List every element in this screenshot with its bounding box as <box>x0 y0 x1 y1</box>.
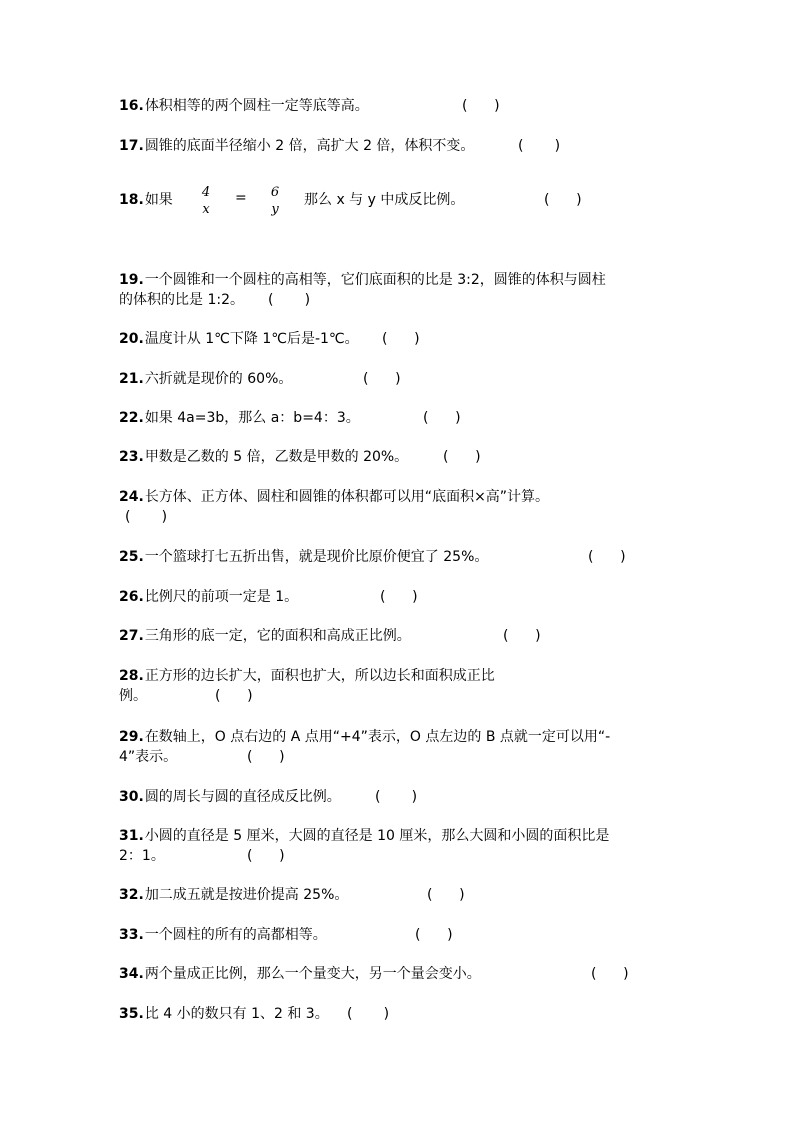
question-text: 比例尺的前项一定是 1。 <box>144 589 299 605</box>
question-text: 加二成五就是按进价提高 25%。 <box>144 887 349 903</box>
question-text: 圆的周长与圆的直径成反比例。 <box>144 789 341 805</box>
question-number: 32. <box>119 887 144 903</box>
answer-blank-19[interactable]: ( ) <box>268 292 311 308</box>
question-18 <box>119 190 173 210</box>
question-text-line2: 例。 <box>119 688 147 704</box>
question-35 <box>119 1004 329 1024</box>
question-number: 27. <box>119 628 144 644</box>
question-number: 30. <box>119 789 144 805</box>
answer-blank-21[interactable]: ( ) <box>363 371 401 387</box>
question-34 <box>119 964 481 984</box>
question-number: 35. <box>119 1006 144 1022</box>
question-19 <box>119 270 606 290</box>
question-text: 两个量成正比例，那么一个量变大，另一个量会变小。 <box>144 966 481 982</box>
answer-blank-32[interactable]: ( ) <box>427 887 465 903</box>
question-26 <box>119 587 298 607</box>
question-text: 六折就是现价的 60%。 <box>144 371 293 387</box>
fraction-numerator: 6 <box>270 185 280 200</box>
question-text-line1: 正方形的边长扩大，面积也扩大，所以边长和面积成正比 <box>144 668 495 684</box>
question-number: 34. <box>119 966 144 982</box>
question-28 <box>119 666 495 686</box>
question-text-line1: 一个圆锥和一个圆柱的高相等，它们底面积的比是 3:2，圆锥的体积与圆柱 <box>144 272 606 288</box>
question-text-before: 如果 <box>144 192 173 208</box>
question-text: 一个篮球打七五折出售，就是现价比原价便宜了 25%。 <box>144 549 489 565</box>
answer-blank-30[interactable]: ( ) <box>375 789 418 805</box>
question-text-line2: 4”表示。 <box>119 749 178 765</box>
question-number: 20. <box>119 331 144 347</box>
question-number: 33. <box>119 927 144 943</box>
question-number: 29. <box>119 729 144 745</box>
question-17 <box>119 136 474 156</box>
question-number: 22. <box>119 410 144 426</box>
answer-blank-20[interactable]: ( ) <box>382 331 420 347</box>
question-text-line2: 的体积的比是 1:2。 <box>119 292 244 308</box>
question-text: 圆锥的底面半径缩小 2 倍，高扩大 2 倍，体积不变。 <box>144 138 475 154</box>
answer-blank-22[interactable]: ( ) <box>423 410 461 426</box>
question-text-after: 那么 x 与 y 中成反比例。 <box>304 192 465 208</box>
answer-blank-33[interactable]: ( ) <box>415 927 453 943</box>
answer-blank-26[interactable]: ( ) <box>380 589 418 605</box>
equals-sign: = <box>235 190 247 206</box>
question-23 <box>119 447 408 467</box>
question-16 <box>119 96 369 116</box>
question-number: 21. <box>119 371 144 387</box>
question-number: 23. <box>119 449 144 465</box>
question-22 <box>119 408 360 428</box>
answer-blank-17[interactable]: ( ) <box>518 138 561 154</box>
question-text-line1: 在数轴上，O 点右边的 A 点用“+4”表示，O 点左边的 B 点就一定可以用“- <box>144 729 611 745</box>
answer-blank-35[interactable]: ( ) <box>347 1006 390 1022</box>
question-text-line2: 2：1。 <box>119 848 165 864</box>
question-number: 18. <box>119 192 144 208</box>
fraction-denominator: x <box>202 202 210 217</box>
question-text-line1: 长方体、正方体、圆柱和圆锥的体积都可以用“底面积×高”计算。 <box>144 489 550 505</box>
fraction-4-over-x <box>198 185 214 217</box>
answer-blank-31[interactable]: ( ) <box>247 848 285 864</box>
fraction-numerator: 4 <box>201 185 211 200</box>
question-text-line1: 小圆的直径是 5 厘米，大圆的直径是 10 厘米，那么大圆和小圆的面积比是 <box>144 828 610 844</box>
question-29 <box>119 727 610 747</box>
question-text: 体积相等的两个圆柱一定等底等高。 <box>144 98 369 114</box>
answer-blank-34[interactable]: ( ) <box>591 966 629 982</box>
fraction-6-over-y <box>267 185 283 217</box>
fraction-denominator: y <box>271 202 279 217</box>
question-text: 比 4 小的数只有 1、2 和 3。 <box>144 1006 329 1022</box>
answer-blank-25[interactable]: ( ) <box>588 549 626 565</box>
question-text: 甲数是乙数的 5 倍，乙数是甲数的 20%。 <box>144 449 409 465</box>
question-number: 19. <box>119 272 144 288</box>
question-32 <box>119 885 348 905</box>
question-text: 一个圆柱的所有的高都相等。 <box>144 927 327 943</box>
question-number: 28. <box>119 668 144 684</box>
question-text: 温度计从 1℃下降 1℃后是-1℃。 <box>144 331 359 347</box>
question-24 <box>119 487 549 507</box>
answer-blank-18[interactable]: ( ) <box>544 192 582 208</box>
answer-blank-16[interactable]: ( ) <box>462 98 500 114</box>
question-33 <box>119 925 327 945</box>
answer-blank-27[interactable]: ( ) <box>503 628 541 644</box>
question-31 <box>119 826 609 846</box>
question-21 <box>119 369 292 389</box>
question-27 <box>119 626 411 646</box>
question-text: 三角形的底一定，它的面积和高成正比例。 <box>144 628 411 644</box>
question-20 <box>119 329 359 349</box>
answer-blank-24[interactable]: ( ) <box>125 509 168 525</box>
question-30 <box>119 787 341 807</box>
question-number: 16. <box>119 98 144 114</box>
question-25 <box>119 547 488 567</box>
question-number: 31. <box>119 828 144 844</box>
answer-blank-29[interactable]: ( ) <box>247 749 285 765</box>
question-number: 24. <box>119 489 144 505</box>
question-number: 25. <box>119 549 144 565</box>
answer-blank-23[interactable]: ( ) <box>443 449 481 465</box>
answer-blank-28[interactable]: ( ) <box>215 688 253 704</box>
question-number: 26. <box>119 589 144 605</box>
question-number: 17. <box>119 138 144 154</box>
question-text: 如果 4a=3b，那么 a：b=4：3。 <box>144 410 360 426</box>
